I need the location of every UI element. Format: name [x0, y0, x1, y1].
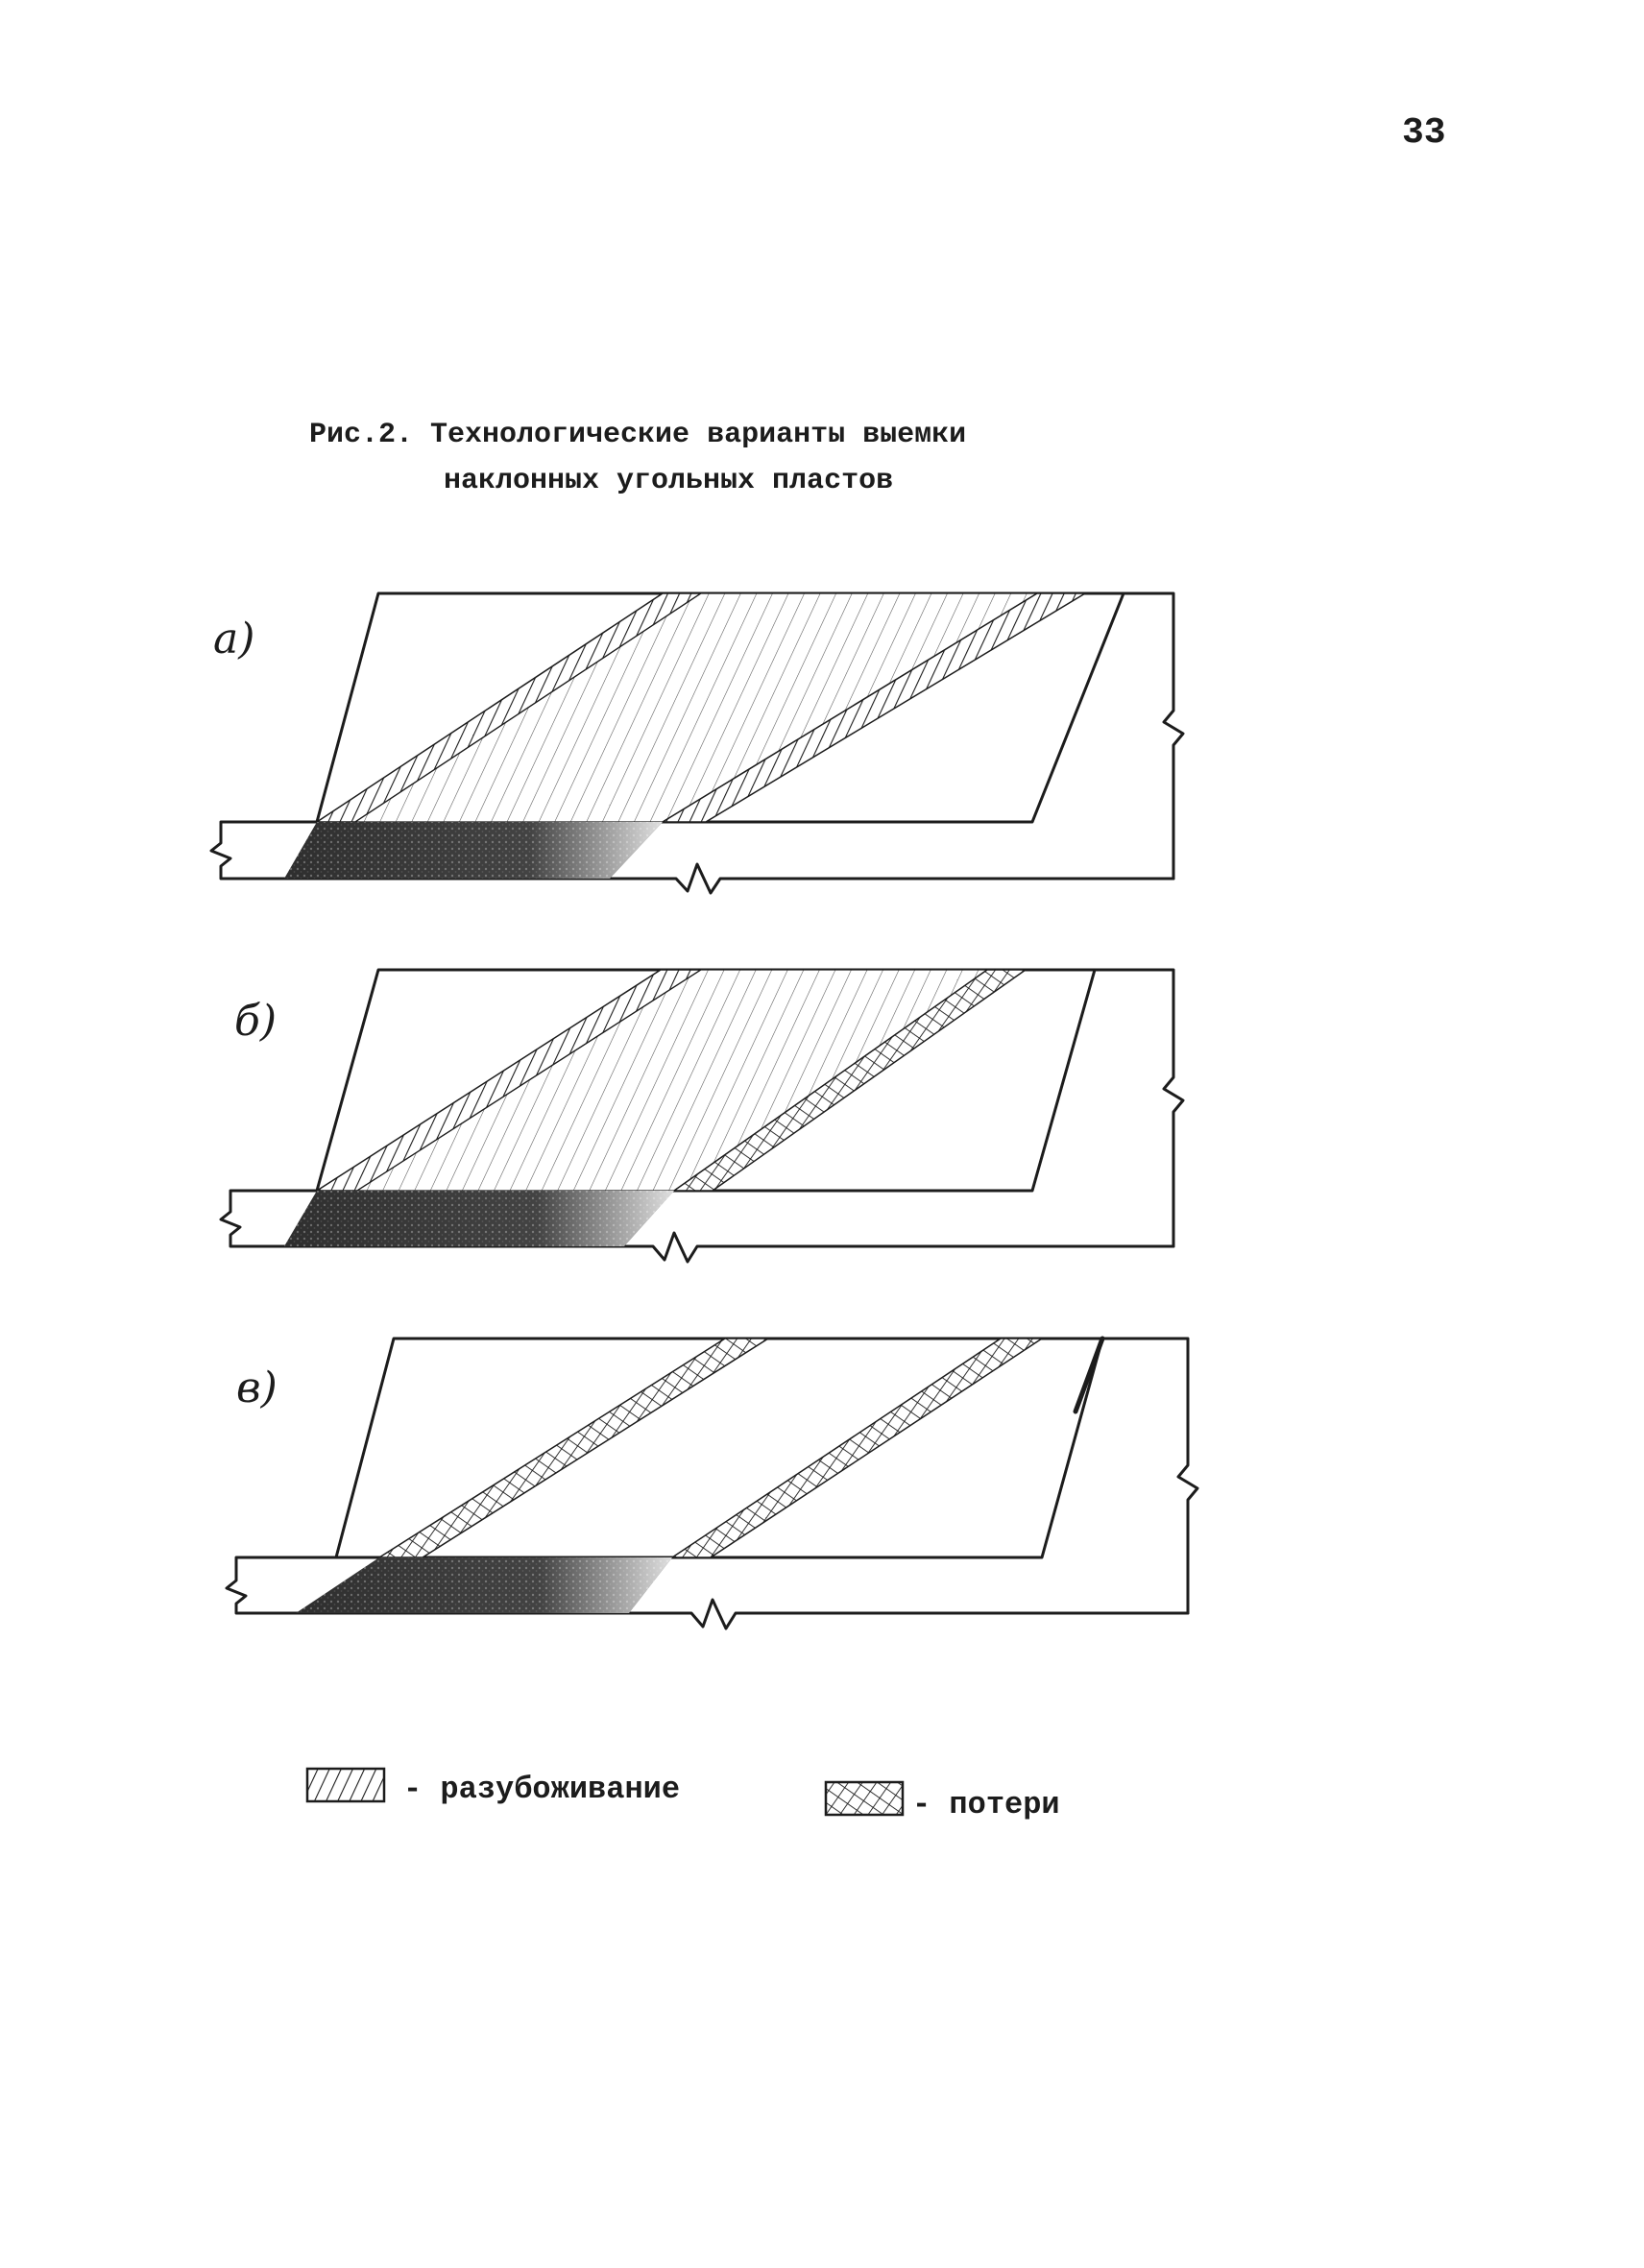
legend: [307, 1769, 1060, 1822]
seam-edge: [1076, 1339, 1102, 1411]
legend-swatch-dilution: [307, 1769, 384, 1801]
losses-band: [379, 1339, 768, 1557]
legend-item-dilution: [307, 1769, 680, 1807]
panel-a: [211, 593, 1183, 893]
coal-seam: [355, 593, 1037, 822]
figure-caption-line-2: наклонных угольных пластов: [444, 465, 894, 497]
page-number: 33: [1402, 112, 1446, 154]
panel-label: в): [236, 1363, 278, 1412]
legend-label-losses: - потери: [912, 1787, 1060, 1822]
right-boundary: [1124, 593, 1183, 879]
legend-label-dilution: - разубоживание: [403, 1772, 681, 1807]
legend-swatch-losses: [826, 1782, 903, 1815]
panel-b: [221, 970, 1183, 1262]
coal-fade: [284, 822, 663, 879]
panel-label: а): [213, 615, 255, 664]
right-boundary: [1102, 1339, 1197, 1613]
coal-seam: [357, 970, 987, 1191]
figure-caption-line-1: Рис.2. Технологические варианты выемки: [309, 419, 967, 451]
right-boundary: [1095, 970, 1183, 1246]
panel-c: [227, 1339, 1197, 1629]
coal-fade: [284, 1191, 674, 1246]
panel-label: б): [234, 997, 278, 1046]
losses-band: [672, 1339, 1042, 1557]
legend-item-losses: [826, 1782, 1060, 1822]
coal-fade: [296, 1557, 672, 1613]
